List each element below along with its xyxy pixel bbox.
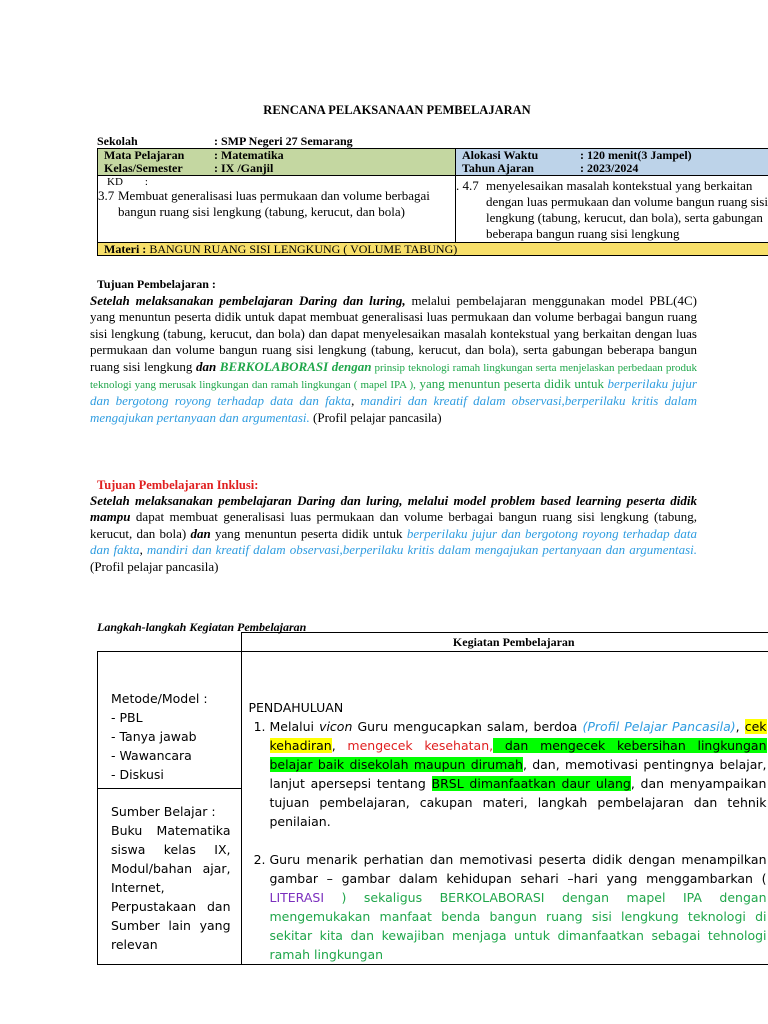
sekolah-value: : SMP Negeri 27 Semarang — [214, 134, 353, 148]
tujuan-berkolaborasi: BERKOLABORASI dengan — [216, 358, 372, 374]
tujuan-heading: Tujuan Pembelajaran : — [97, 277, 216, 291]
tujuan-ipa-text: prinsip teknologi ramah lingkungan serta menjelaskan perbedaan produk teknologi yang merusak lingkungan dan ramah lingkungan ( mapel IPA ), — [90, 361, 698, 392]
tujuan-text: melalui pembelajaran menggunakan model PBL(4C) yang menuntun peserta didik untuk dapat membuat generalisasi luas permukaan dan volume berbagai bangun ruang sisi lengkung (tabung, kerucut, dan bola) dan dapat menyelesaikan masalah kontekstual yang berkaitan dengan luas permukaan dan volume bangun ruang sisi lengkung (tabung, kerucut, dan bola), serta gabungan beberapa bangun ruang sisi lengkung — [90, 293, 697, 374]
inklusi-text-2: yang menuntun peserta didik untuk — [210, 525, 407, 541]
tujuan-profil-1: berperilaku jujur dan bergotong royong terhadap data dan fakta — [90, 376, 697, 409]
kegiatan-content-cell — [241, 652, 768, 965]
step-2 — [270, 850, 767, 964]
materi-label: Materi : — [104, 242, 147, 256]
step-1-text-d: , — [331, 738, 336, 753]
mapel-label: Mata Pelajaran — [104, 148, 185, 162]
mapel-value: : Matematika — [214, 148, 284, 162]
inklusi-dan: dan — [190, 525, 211, 541]
info-table — [97, 148, 768, 256]
tujuan-dan: dan — [195, 358, 217, 374]
inklusi-paragraph — [90, 493, 697, 575]
step-1-text-c: , — [735, 719, 745, 734]
inklusi-comma: , — [139, 542, 143, 558]
kd-right-num: . 4.7 — [456, 178, 479, 193]
metode-item: - Wawancara — [111, 748, 192, 763]
metode-title: Metode/Model : — [111, 691, 208, 706]
step-1-text: Melalui — [269, 719, 320, 734]
kd-left-num: 3.7 — [98, 188, 115, 203]
step-1-text-b: Guru mengucapkan salam, berdoa — [352, 719, 583, 734]
steps-blank-cell — [98, 633, 242, 652]
steps-table — [97, 632, 768, 965]
step-1 — [270, 717, 767, 831]
kd-left-cell — [98, 176, 456, 243]
tahun-value: : 2023/2024 — [580, 161, 639, 175]
step-1-kesehatan: mengecek kesehatan, — [335, 738, 494, 753]
metode-item: - Diskusi — [111, 767, 164, 782]
step-2-kolaborasi: ) sekaligus BERKOLABORASI dengan mapel IPA dengan mengemukakan manfaat benda bangun ruang sisi lengkung teknologi di sekitar kita dan kewajiban menjaga untuk dimanfaatkan sebagai tehnologi ramah lingkungan — [269, 890, 767, 962]
step-1-kebersihan: dan mengecek kebersihan lingkungan belajar baik disekolah maupun dirumah — [269, 738, 767, 772]
metode-list — [111, 708, 241, 784]
sumber-cell — [98, 788, 242, 964]
tujuan-intro: Setelah melaksanakan pembelajaran Daring dan luring, — [90, 293, 406, 308]
materi-value: BANGUN RUANG SISI LENGKUNG ( VOLUME TABUNG) — [149, 242, 458, 256]
step-1-text-e: , dan, memotivasi pentingnya belajar, lanjut apersepsi tentang — [269, 757, 767, 791]
tujuan-comma: , — [351, 393, 355, 409]
step-1-cek-kehadiran: cek kehadiran — [269, 719, 767, 753]
tujuan-paragraph — [90, 293, 697, 426]
kd-right-text: menyelesaikan masalah kontekstual yang berkaitan dengan luas permukaan dan volume bangun ruang sisi lengkung (tabung, kerucut, dan bola), serta gabungan beberapa bangun ruang sisi lengkung — [486, 178, 768, 241]
step-2-text: Guru menarik perhatian dan memotivasi peserta didik dengan menampilkan gambar – gambar dalam kehidupan sehari –hari yang menggambarkan ( — [269, 852, 767, 886]
inklusi-intro: Setelah melaksanakan pembelajaran Daring dan luring, melalui model problem based learning peserta didik mampu — [90, 493, 697, 525]
metode-cell — [98, 652, 242, 789]
tahun-label: Tahun Ajaran — [462, 161, 534, 175]
kd-right-cell — [456, 176, 768, 243]
inklusi-text: dapat membuat generalisasi luas permukaan dan volume berbagai bangun ruang sisi lengkung (tabung, kerucut, dan bola) — [90, 509, 697, 541]
tujuan-profil-2: mandiri dan kreatif dalam observasi,berperilaku kritis dalam mengajukan pertanyaan dan argumentasi. — [90, 393, 697, 425]
materi-cell — [98, 243, 768, 256]
document-title: RENCANA PELAKSANAAN PEMBELAJARAN — [263, 103, 531, 117]
kd-left-text: Membuat generalisasi luas permukaan dan volume berbagai bangun ruang sisi lengkung (tabung, kerucut, dan bola) — [118, 188, 430, 219]
tujuan-end: (Profil pelajar pancasila) — [309, 409, 442, 425]
sekolah-label: Sekolah — [97, 134, 138, 148]
inklusi-profil-2: mandiri dan kreatif dalam observasi,berperilaku kritis dalam mengajukan pertanyaan dan argumentasi. — [142, 542, 697, 558]
sumber-text: Buku Matematika siswa kelas IX, Modul/bahan ajar, Internet, Perpustakaan dan Sumber lain yang relevan — [111, 822, 231, 952]
pendahuluan-steps — [249, 717, 767, 964]
metode-item: - PBL — [111, 710, 143, 725]
step-1-brsl: BRSL dimanfaatkan daur ulang — [431, 776, 631, 791]
pendahuluan-heading: PENDAHULUAN — [248, 700, 344, 715]
sumber-title: Sumber Belajar : — [111, 803, 216, 819]
alokasi-label: Alokasi Waktu — [462, 148, 539, 162]
kd-label: KD : — [107, 176, 148, 188]
inklusi-heading: Tujuan Pembelajaran Inklusi: — [97, 478, 259, 492]
kelas-label: Kelas/Semester — [104, 161, 183, 175]
step-1-profil: (Profil Pelajar Pancasila) — [582, 719, 736, 734]
alokasi-value: : 120 menit(3 Jampel) — [580, 148, 692, 162]
mapel-kelas-cell — [98, 149, 456, 176]
step-2-literasi: LITERASI — [269, 890, 325, 905]
step-1-vicon: vicon — [319, 719, 353, 734]
alokasi-tahun-cell — [456, 149, 768, 176]
inklusi-profil-1: berperilaku jujur dan bergotong royong terhadap data dan fakta — [90, 525, 697, 558]
tujuan-menuntun: yang menuntun peserta didik untuk — [415, 376, 604, 392]
langkah-heading: Langkah-langkah Kegiatan Pembelajaran — [97, 620, 307, 634]
metode-item: - Tanya jawab — [111, 729, 197, 744]
kelas-value: : IX /Ganjil — [214, 161, 274, 175]
kegiatan-header: Kegiatan Pembelajaran — [241, 633, 768, 652]
inklusi-end: (Profil pelajar pancasila) — [90, 558, 219, 574]
step-1-text-f: , dan menyampaikan tujuan pembelajaran, cakupan materi, langkah pembelajaran dan tehnik penilaian. — [269, 776, 767, 829]
